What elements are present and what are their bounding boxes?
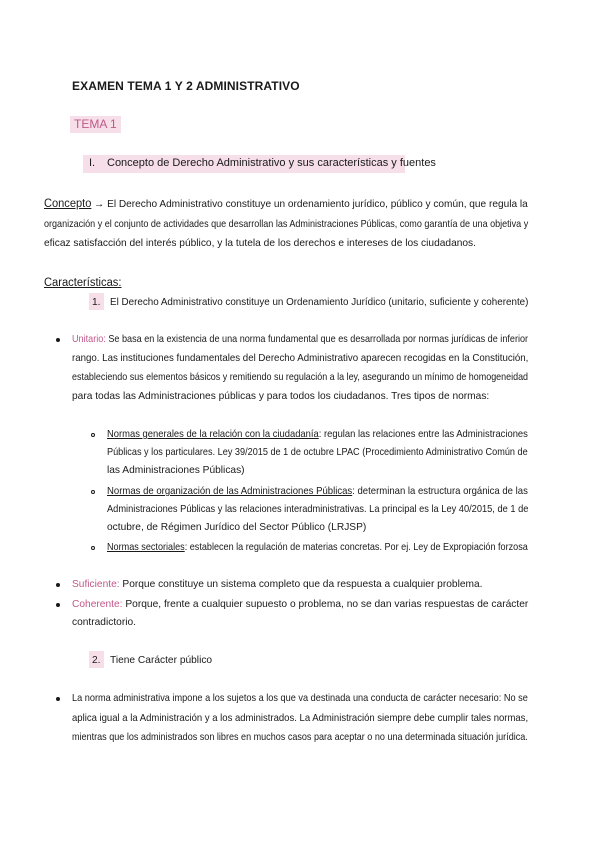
tema-label: TEMA 1 (70, 116, 121, 133)
norma-2-line-2: Administraciones Públicas y las relaciones interadministrativas. La principal es la Ley 40/2015, de 1 de (107, 503, 529, 515)
item1-number: 1. (92, 296, 101, 308)
publico-line-3: mientras que los administrados son libres en muchos casos para aceptar o no una determinada situación jurídica. (72, 731, 528, 743)
arrow-icon: → (94, 198, 105, 210)
norma-1-line-1 (107, 427, 528, 441)
item1-text: El Derecho Administrativo constituye un Ordenamiento Jurídico (unitario, suficiente y coherente) (110, 296, 529, 308)
circle-bullet-icon (91, 546, 95, 550)
circle-bullet-icon (91, 490, 95, 494)
bullet-icon (56, 583, 60, 587)
norma-3-label: Normas sectoriales (107, 541, 185, 553)
unitario-label: Unitario: (72, 333, 106, 345)
section-title: Concepto de Derecho Administrativo y sus características y fuentes (107, 157, 436, 169)
unitario-line-3: estableciendo sus elementos básicos y remitiendo su regulación a la ley, asegurando un mínimo de homogeneidad (72, 371, 529, 383)
coherente-text: Porque, frente a cualquier supuesto o problema, no se dan varias respuestas de carácter (125, 598, 529, 610)
coherente-line-1 (72, 597, 528, 611)
bullet-icon (56, 338, 60, 342)
item2-number: 2. (92, 654, 101, 666)
norma-3-text: : establecen la regulación de materias concretas. Por ej. Ley de Expropiación forzosa (184, 541, 528, 553)
item2-text: Tiene Carácter público (110, 654, 213, 666)
unitario-text: Se basa en la existencia de una norma fundamental que es desarrollada por normas jurídicas de inferior (108, 333, 529, 345)
caracteristicas-label-text: Características: (44, 277, 122, 289)
document-title: EXAMEN TEMA 1 Y 2 ADMINISTRATIVO (72, 79, 300, 93)
unitario-line-2: rango. Las instituciones fundamentales del Derecho Administrativo aparecen recogidas en la Constitución, (72, 352, 529, 364)
coherente-label: Coherente: (72, 598, 123, 610)
concepto-text: El Derecho Administrativo constituye un ordenamiento jurídico, público y común, que regula la (107, 198, 528, 210)
publico-line-2: aplica igual a la Administración y a los administrados. La Administración siempre debe cumplir tales normas, (72, 712, 529, 724)
concepto-line-2: organización y el conjunto de actividades que desarrollan las Administraciones Públicas, como garantía de una objetiva y (44, 218, 529, 230)
circle-bullet-icon (91, 433, 95, 437)
norma-1-label: Normas generales de la relación con la ciudadanía (107, 428, 319, 440)
norma-3-line-1 (107, 540, 528, 554)
bullet-icon (56, 697, 60, 701)
norma-2-label: Normas de organización de las Administraciones Públicas (107, 485, 353, 497)
bullet-icon (56, 603, 60, 607)
publico-line-1: La norma administrativa impone a los sujetos a los que va destinada una conducta de carácter necesario: No se (72, 692, 528, 704)
suficiente-label: Suficiente: (72, 578, 120, 590)
concepto-line-1 (44, 197, 528, 211)
suficiente-line (72, 577, 482, 591)
norma-2-line-1 (107, 484, 528, 498)
concepto-label: Concepto (44, 198, 92, 210)
norma-1-line-3: las Administraciones Públicas) (107, 464, 245, 476)
coherente-line-2: contradictorio. (72, 616, 136, 628)
norma-2-text: : determinan la estructura orgánica de las (352, 485, 528, 497)
norma-1-line-2: Públicas y los particulares. Ley 39/2015 de 1 de octubre LPAC (Procedimiento Administrativo Común de (107, 446, 528, 458)
concepto-line-3: eficaz satisfacción del interés público, y la tutela de los derechos e intereses de los ciudadanos. (44, 237, 476, 249)
section-number: I. (89, 157, 96, 169)
norma-2-line-3: octubre, de Régimen Jurídico del Sector Público (LRJSP) (107, 521, 367, 533)
unitario-line-4: para todas las Administraciones públicas y para todos los ciudadanos. Tres tipos de normas: (72, 390, 490, 402)
unitario-line-1 (72, 332, 528, 346)
suficiente-text: Porque constituye un sistema completo que da respuesta a cualquier problema. (122, 578, 483, 590)
caracteristicas-label (44, 276, 121, 290)
norma-1-text: : regulan las relaciones entre las Administraciones (318, 428, 528, 440)
